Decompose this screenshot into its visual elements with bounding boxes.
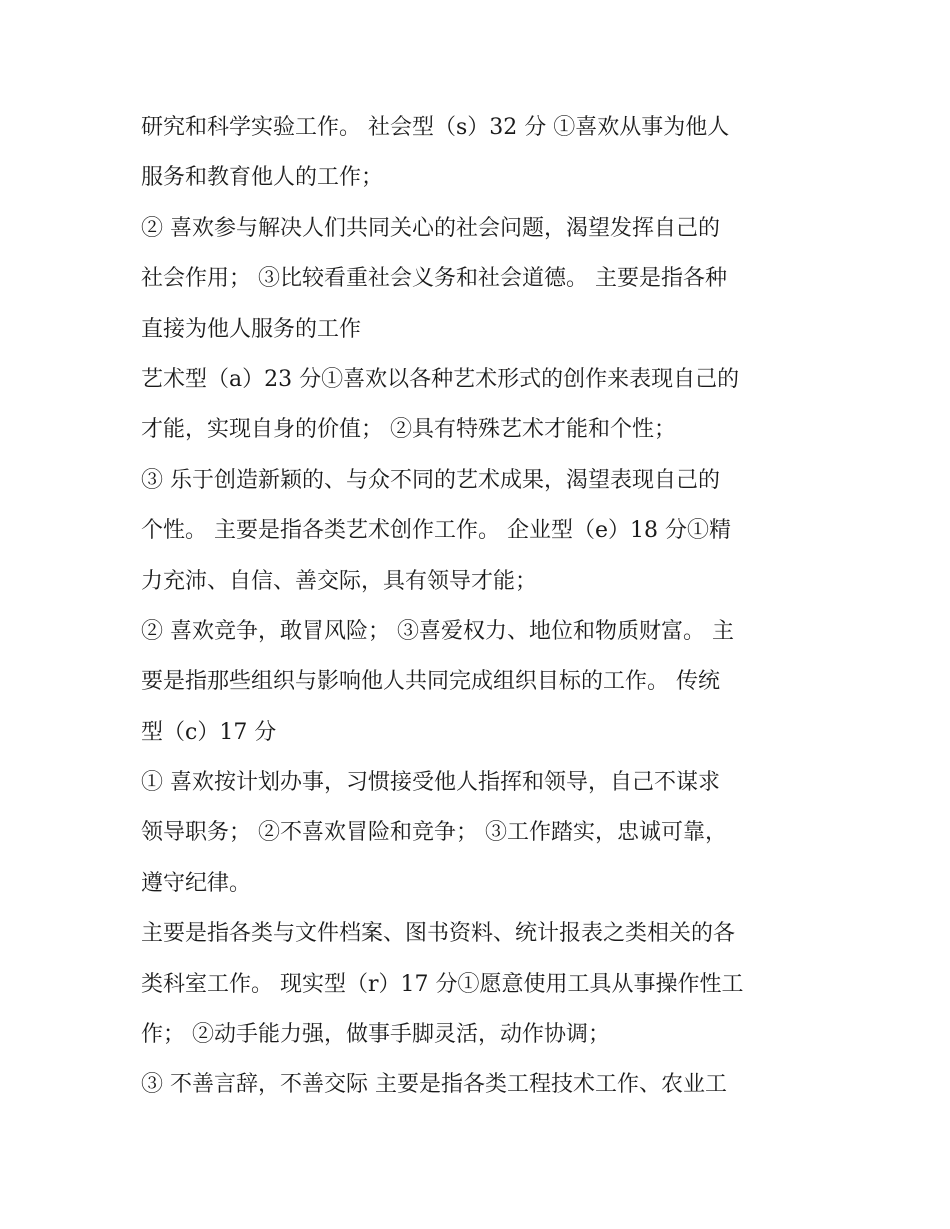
text-line: 直接为他人服务的工作 [141, 316, 362, 342]
text-line: ② 喜欢参与解决人们共同关心的社会问题，渴望发挥自己的 [141, 215, 720, 241]
text-line: ③ 乐于创造新颖的、与众不同的艺术成果，渴望表现自己的 [141, 467, 720, 493]
text-line: 服务和教育他人的工作； [141, 165, 384, 191]
text-line: ③ 不善言辞，不善交际 主要是指各类工程技术工作、农业工 [141, 1072, 727, 1098]
text-line: 遵守纪律。 [141, 870, 252, 896]
text-line: ② 喜欢竞争，敢冒风险； ③喜爱权力、地位和物质财富。 主 [141, 618, 734, 644]
text-line: 才能，实现自身的价值； ②具有特殊艺术才能和个性； [141, 417, 676, 443]
text-line: 社会作用； ③比较看重社会义务和社会道德。 主要是指各种 [141, 266, 727, 292]
text-line: 个性。 主要是指各类艺术创作工作。 企业型（e）18 分①精 [141, 518, 731, 544]
text-line: 要是指那些组织与影响他人共同完成组织目标的工作。 传统 [141, 669, 720, 695]
text-line: 领导职务； ②不喜欢冒险和竞争； ③工作踏实，忠诚可靠， [141, 820, 727, 846]
text-line: 研究和科学实验工作。 社会型（s）32 分 ①喜欢从事为他人 [141, 115, 730, 140]
text-line: 型（c）17 分 [141, 719, 277, 745]
text-line: 艺术型（a）23 分①喜欢以各种艺术形式的创作来表现自己的 [141, 366, 740, 392]
text-line: 作； ②动手能力强，做事手脚灵活，动作协调； [141, 1022, 610, 1048]
text-line: 主要是指各类与文件档案、图书资料、统计报表之类相关的各 [141, 921, 736, 947]
text-line: 类科室工作。 现实型（r）17 分①愿意使用工具从事操作性工 [141, 971, 744, 997]
text-line: ① 喜欢按计划办事，习惯接受他人指挥和领导，自己不谋求 [141, 770, 720, 796]
body-text [141, 103, 821, 1111]
text-line: 力充沛、自信、善交际，具有领导才能； [141, 568, 538, 594]
